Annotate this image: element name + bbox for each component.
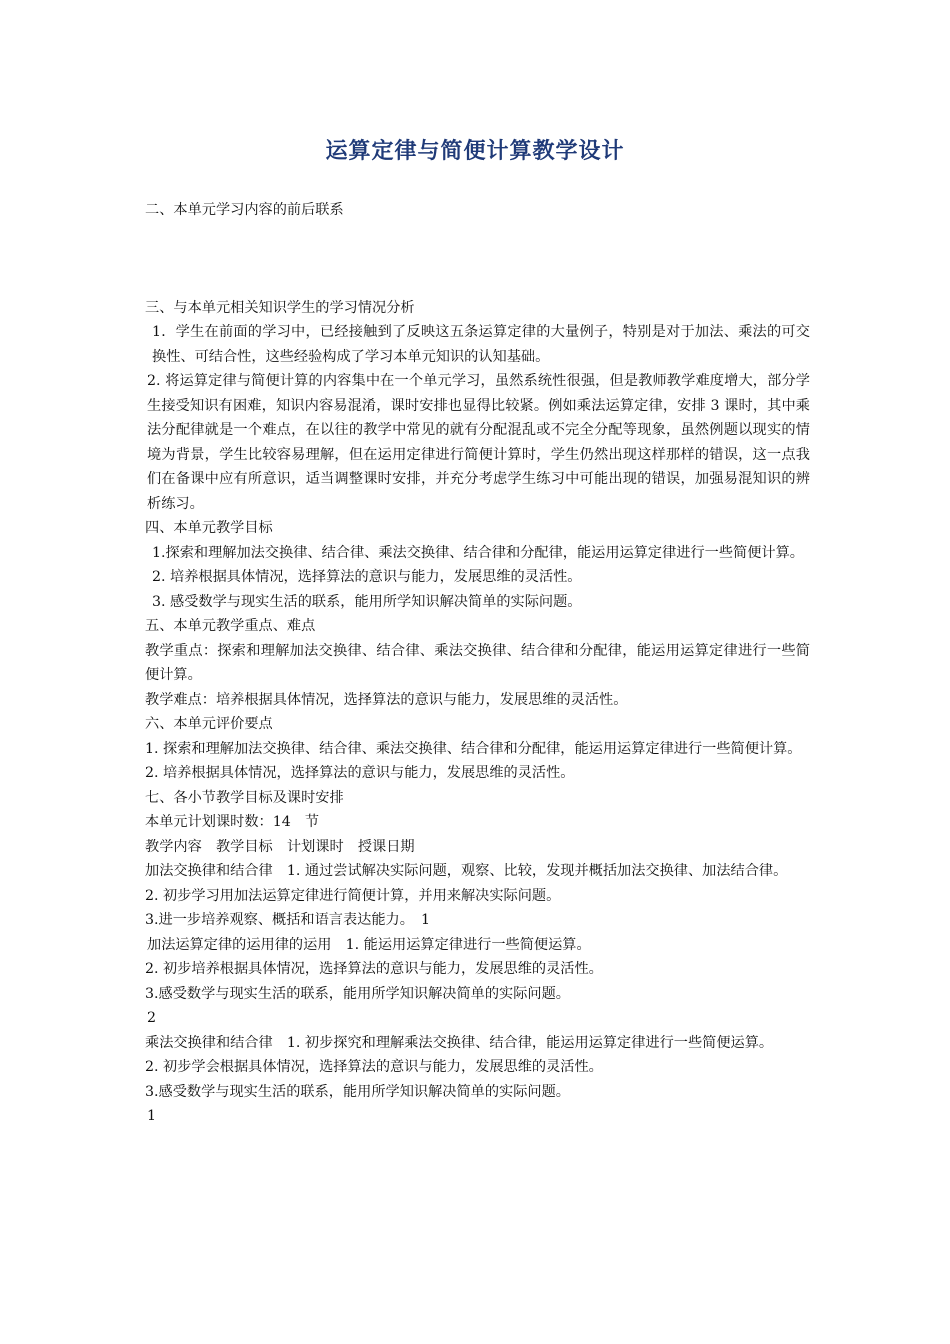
document-title: 运算定律与简便计算教学设计: [325, 139, 625, 164]
paragraph: 教学重点：探索和理解加法交换律、结合律、乘法交换律、结合律和分配律，能运用运算定律进行一些简便计算。: [145, 642, 810, 683]
paragraph: 1.探索和理解加法交换律、结合律、乘法交换律、结合律和分配律，能运用运算定律进行一些简便计算。: [152, 544, 804, 561]
paragraph: 加法交换律和结合律 1. 通过尝试解决实际问题，观察、比较，发现并概括加法交换律、加法结合律。: [145, 863, 788, 879]
section-heading-4: 四、本单元教学目标: [145, 520, 273, 536]
paragraph: 加法运算定律的运用律的运用 1. 能运用运算定律进行一些简便运算。: [147, 936, 591, 953]
paragraph: 3.感受数学与现实生活的联系，能用所学知识解决简单的实际问题。: [145, 1083, 570, 1100]
section-heading-5: 五、本单元教学重点、难点: [145, 618, 316, 634]
section-heading-3: 三、与本单元相关知识学生的学习情况分析: [145, 299, 415, 316]
paragraph: 2. 初步学习用加法运算定律进行简便计算，并用来解决实际问题。: [145, 887, 561, 904]
section-heading-7: 七、各小节教学目标及课时安排: [145, 789, 344, 806]
paragraph: 本单元计划课时数：14 节: [145, 814, 320, 830]
paragraph: 2. 将运算定律与简便计算的内容集中在一个单元学习，虽然系统性很强，但是教师教学难度增大，部分学生接受知识有困难，知识内容易混淆，课时安排也显得比较紧。例如乘法运算定律，安排 3 课时，其中乘法分配律就是一个难点，在以往的教学中常见的就有分配混乱或不完全分配等现象，虽然例题以现实的情境为背景，学生比较容易理解，但在运用定律进行简便计算时，学生仍然出现这样那样的错误，这一点我们在备课中应有所意识，适当调整课时安排，并充分考虑学生练习中可能出现的错误，加强易混知识的辨析练习。: [147, 373, 810, 512]
paragraph: 2: [147, 1010, 157, 1026]
paragraph: 3.进一步培养观察、概括和语言表达能力。 1: [145, 912, 431, 928]
paragraph: 1．学生在前面的学习中，已经接触到了反映这五条运算定律的大量例子，特别是对于加法、乘法的可交换性、可结合性，这些经验构成了学习本单元知识的认知基础。: [152, 324, 810, 365]
blank-space: [145, 272, 810, 296]
paragraph: 1: [147, 1108, 157, 1124]
paragraph: 3. 感受数学与现实生活的联系，能用所学知识解决简单的实际问题。: [152, 593, 582, 610]
section-heading-2: 二、本单元学习内容的前后联系: [145, 202, 344, 218]
blank-space: [145, 223, 810, 272]
paragraph: 乘法交换律和结合律 1. 初步探究和理解乘法交换律、结合律，能运用运算定律进行一些简便运算。: [145, 1034, 774, 1051]
paragraph: 2. 初步学会根据具体情况，选择算法的意识与能力，发展思维的灵活性。: [145, 1059, 603, 1075]
paragraph: 2. 培养根据具体情况，选择算法的意识与能力，发展思维的灵活性。: [145, 765, 575, 781]
paragraph: 2. 初步培养根据具体情况，选择算法的意识与能力，发展思维的灵活性。: [145, 961, 603, 977]
section-heading-6: 六、本单元评价要点: [145, 716, 273, 732]
paragraph: 1. 探索和理解加法交换律、结合律、乘法交换律、结合律和分配律，能运用运算定律进行一些简便计算。: [145, 740, 802, 757]
paragraph: 教学难点：培养根据具体情况，选择算法的意识与能力，发展思维的灵活性。: [145, 691, 628, 708]
paragraph: 3.感受数学与现实生活的联系，能用所学知识解决简单的实际问题。: [145, 985, 570, 1002]
paragraph: 2. 培养根据具体情况，选择算法的意识与能力，发展思维的灵活性。: [152, 569, 582, 585]
table-header-row: 教学内容 教学目标 计划课时 授课日期: [145, 838, 415, 855]
document-body: [145, 198, 810, 1129]
